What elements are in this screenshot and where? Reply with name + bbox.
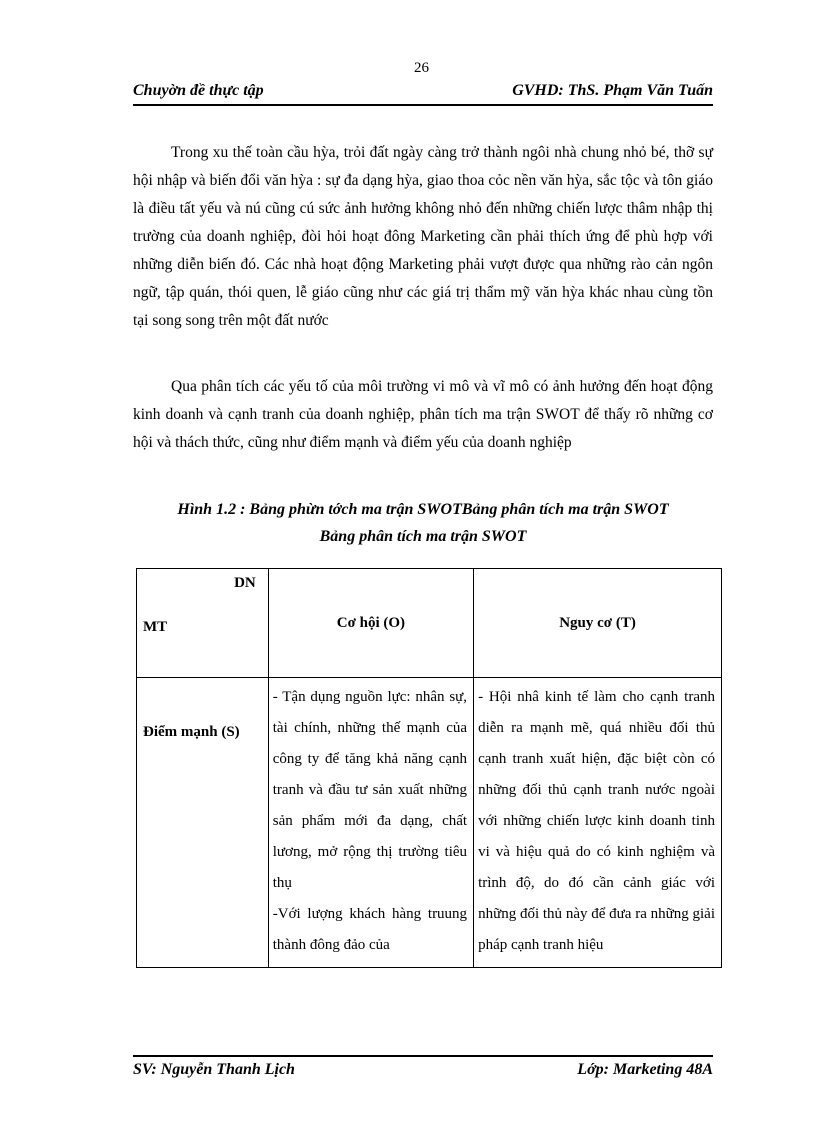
page-header bbox=[133, 82, 713, 106]
page-number: 26 bbox=[414, 60, 429, 76]
strengths-header: Điểm mạnh (S) bbox=[137, 678, 269, 968]
table-row bbox=[137, 678, 722, 968]
opportunities-header: Cơ hội (O) bbox=[268, 569, 473, 678]
page-footer bbox=[133, 1055, 713, 1081]
table-corner-cell bbox=[137, 569, 269, 678]
corner-mt-label: MT bbox=[143, 619, 168, 635]
strengths-opportunities-cell bbox=[268, 678, 473, 968]
threats-header: Nguy cơ (T) bbox=[474, 569, 722, 678]
figure-caption: Hình 1.2 : Bảng phừn tớch ma trận SWOTBảng phân tích ma trận SWOT bbox=[177, 501, 669, 518]
so-item-1: - Tận dụng nguồn lực: nhân sự, tài chính, những thế mạnh của công ty để tăng khả năng cạnh tranh và đầu tư sản xuất những sản phẩm mới đa dạng, chất lương, mở rộng thị trường tiêu thụ bbox=[272, 689, 468, 891]
header-title: Chuyờn đề thực tập bbox=[133, 82, 264, 99]
strengths-threats-cell: - Hội nhâ kinh tế làm cho cạnh tranh diễn ra mạnh mẽ, quá nhiều đối thủ cạnh tranh xuất hiện, đặc biệt còn có những đối thủ cạnh tranh nước ngoài với những chiến lược kinh doanh tinh vi và hiệu quả do có kinh nghiệm và trình độ, do đó cần cảnh giác với những đối thủ này để đưa ra những giải pháp cạnh tranh hiệu bbox=[474, 678, 722, 968]
table-header-row bbox=[137, 569, 722, 678]
swot-table bbox=[136, 568, 722, 968]
header-supervisor: GVHD: ThS. Phạm Văn Tuấn bbox=[512, 82, 713, 99]
paragraph-cultural-environment: Trong xu thế toàn cầu hỳa, trỏi đất ngày càng trở thành ngôi nhà chung nhỏ bé, thỡ sự hội nhập và biến đổi văn hỳa : sự đa dạng hỳa, giao thoa cỏc nền văn hỳa, sắc tộc và tôn giáo là điều tất yếu và nú cũng cú sức ảnh hưởng không nhỏ đến những chiến lược thâm nhập thị trường của doanh nghiệp, đòi hỏi hoạt đông Marketing cần phải thích ứng để phù hợp với những diễn biến đó. Các nhà hoạt động Marketing phải vượt được qua những rào cản ngôn ngữ, tập quán, thói quen, lễ giáo cũng như các giá trị thẩm mỹ văn hỳa khác nhau cùng tồn tại song song trên một đất nước bbox=[133, 144, 713, 329]
footer-student: SV: Nguyễn Thanh Lịch bbox=[133, 1061, 295, 1078]
table-title: Bảng phân tích ma trận SWOT bbox=[319, 528, 527, 545]
corner-dn-label: DN bbox=[234, 575, 256, 591]
footer-class: Lớp: Marketing 48A bbox=[577, 1061, 713, 1078]
paragraph-swot-intro: Qua phân tích các yếu tố của môi trường vi mô và vĩ mô có ảnh hưởng đến hoạt động kinh doanh và cạnh tranh của doanh nghiệp, phân tích ma trận SWOT để thấy rõ những cơ hội và thách thức, cũng như điểm mạnh và điểm yếu của doanh nghiệp bbox=[133, 378, 713, 451]
so-item-2: -Với lượng khách hàng truung thành đông đảo của bbox=[272, 906, 468, 953]
